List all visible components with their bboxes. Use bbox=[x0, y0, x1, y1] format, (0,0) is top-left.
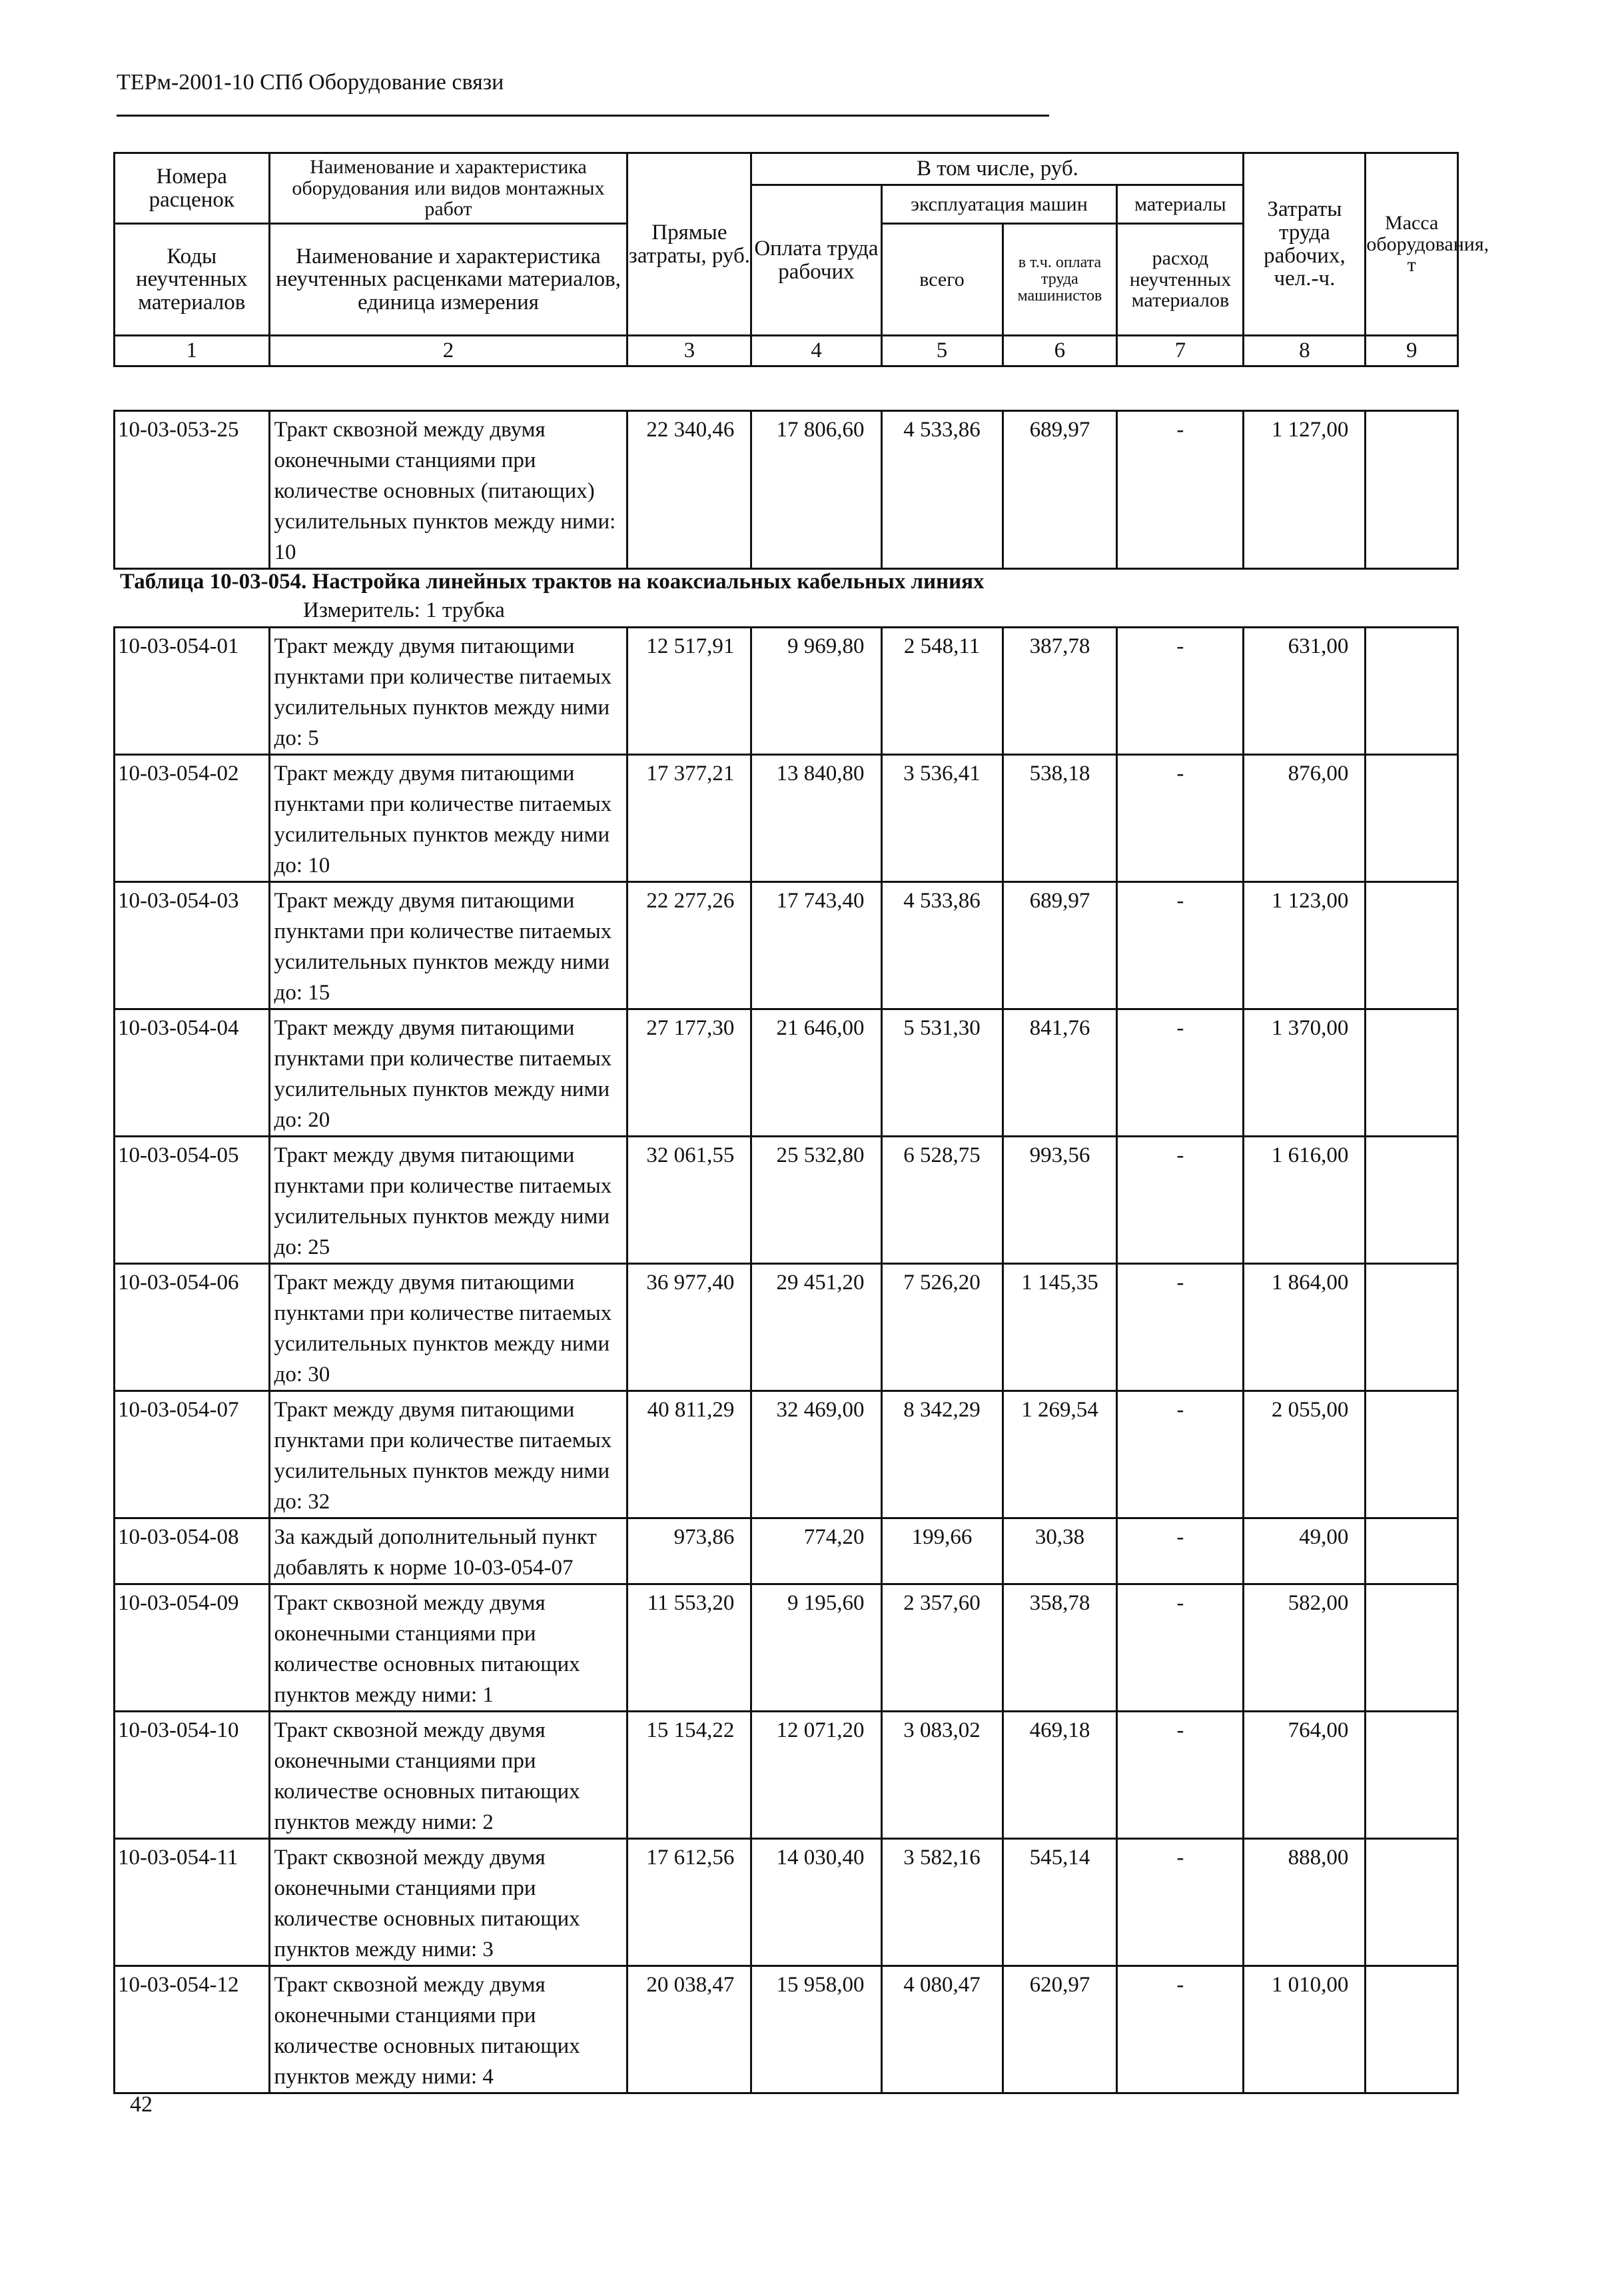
equipment-mass bbox=[1366, 411, 1458, 569]
materials-cost: - bbox=[1117, 1391, 1244, 1518]
direct-costs: 15 154,22 bbox=[627, 1712, 751, 1839]
machine-cost: 4 080,47 bbox=[881, 1966, 1003, 2093]
rate-description: Тракт сквозной между двумя оконечными станциями при количестве основных (питающих) усилительных пунктов между ними: 10 bbox=[269, 411, 627, 569]
table-row bbox=[115, 1712, 1458, 1839]
labor-hours: 1 123,00 bbox=[1244, 882, 1366, 1009]
labor-cost: 29 451,20 bbox=[751, 1264, 881, 1391]
operator-labor-cost: 1 269,54 bbox=[1003, 1391, 1117, 1518]
equipment-mass bbox=[1366, 1137, 1458, 1264]
operator-labor-cost: 993,56 bbox=[1003, 1137, 1117, 1264]
equipment-mass bbox=[1366, 1391, 1458, 1518]
direct-costs: 22 277,26 bbox=[627, 882, 751, 1009]
operator-labor-cost: 689,97 bbox=[1003, 411, 1117, 569]
labor-hours: 1 370,00 bbox=[1244, 1009, 1366, 1137]
column-number: 5 bbox=[881, 336, 1003, 366]
column-header-table bbox=[113, 152, 1489, 367]
table-row bbox=[115, 411, 1458, 569]
materials-cost: - bbox=[1117, 411, 1244, 569]
rate-code: 10-03-054-07 bbox=[115, 1391, 270, 1518]
direct-costs: 36 977,40 bbox=[627, 1264, 751, 1391]
table-row bbox=[115, 1584, 1458, 1712]
table-row bbox=[115, 882, 1458, 1009]
table-row bbox=[115, 755, 1458, 882]
rate-description: Тракт сквозной между двумя оконечными станциями при количестве основных питающих пунктов между ними: 4 bbox=[269, 1966, 627, 2093]
machine-cost: 3 083,02 bbox=[881, 1712, 1003, 1839]
rate-code: 10-03-054-11 bbox=[115, 1839, 270, 1966]
materials-cost: - bbox=[1117, 1518, 1244, 1584]
column-number: 2 bbox=[269, 336, 627, 366]
labor-hours: 1 010,00 bbox=[1244, 1966, 1366, 2093]
labor-hours: 49,00 bbox=[1244, 1518, 1366, 1584]
labor-cost: 14 030,40 bbox=[751, 1839, 881, 1966]
table-caption: Таблица 10-03-054. Настройка линейных трактов на коаксиальных кабельных линиях bbox=[120, 570, 985, 594]
rate-description: Тракт сквозной между двумя оконечными станциями при количестве основных питающих пунктов между ними: 3 bbox=[269, 1839, 627, 1966]
table-row bbox=[115, 1391, 1458, 1518]
measure-unit: Измеритель: 1 трубка bbox=[303, 598, 505, 622]
machine-cost: 5 531,30 bbox=[881, 1009, 1003, 1137]
table-053-body bbox=[115, 411, 1458, 569]
equipment-mass bbox=[1366, 628, 1458, 755]
machine-cost: 2 548,11 bbox=[881, 628, 1003, 755]
table-054-body bbox=[115, 628, 1458, 2093]
group-header: В том числе, руб. bbox=[751, 153, 1244, 185]
rate-code: 10-03-054-06 bbox=[115, 1264, 270, 1391]
column-number: 8 bbox=[1244, 336, 1366, 366]
direct-costs: 40 811,29 bbox=[627, 1391, 751, 1518]
col2-bottom-header: Наименование и характеристика неучтенных расценками материалов, единица измерения bbox=[269, 224, 627, 336]
direct-costs: 27 177,30 bbox=[627, 1009, 751, 1137]
rate-code: 10-03-054-01 bbox=[115, 628, 270, 755]
col9-header: Масса оборудования, т bbox=[1366, 153, 1458, 336]
machine-cost: 4 533,86 bbox=[881, 411, 1003, 569]
document-header: ТЕРм-2001-10 СПб Оборудование связи bbox=[117, 70, 504, 95]
rate-code: 10-03-054-04 bbox=[115, 1009, 270, 1137]
direct-costs: 22 340,46 bbox=[627, 411, 751, 569]
rate-code: 10-03-054-12 bbox=[115, 1966, 270, 2093]
materials-cost: - bbox=[1117, 1966, 1244, 2093]
materials-cost: - bbox=[1117, 755, 1244, 882]
col6-header: в т.ч. оплата труда машинистов bbox=[1003, 224, 1117, 336]
labor-hours: 1 127,00 bbox=[1244, 411, 1366, 569]
rate-description: Тракт сквозной между двумя оконечными станциями при количестве основных питающих пунктов между ними: 2 bbox=[269, 1712, 627, 1839]
direct-costs: 11 553,20 bbox=[627, 1584, 751, 1712]
equipment-mass bbox=[1366, 1518, 1458, 1584]
equipment-mass bbox=[1366, 1584, 1458, 1712]
direct-costs: 12 517,91 bbox=[627, 628, 751, 755]
materials-cost: - bbox=[1117, 1264, 1244, 1391]
col4-header: Оплата труда рабочих bbox=[751, 185, 881, 336]
rate-code: 10-03-053-25 bbox=[115, 411, 270, 569]
table-row bbox=[115, 1839, 1458, 1966]
direct-costs: 973,86 bbox=[627, 1518, 751, 1584]
operator-labor-cost: 469,18 bbox=[1003, 1712, 1117, 1839]
labor-cost: 15 958,00 bbox=[751, 1966, 881, 2093]
operator-labor-cost: 841,76 bbox=[1003, 1009, 1117, 1137]
rates-table-053 bbox=[113, 410, 1459, 570]
equipment-mass bbox=[1366, 755, 1458, 882]
rate-code: 10-03-054-10 bbox=[115, 1712, 270, 1839]
labor-hours: 2 055,00 bbox=[1244, 1391, 1366, 1518]
table-row bbox=[115, 1966, 1458, 2093]
labor-hours: 582,00 bbox=[1244, 1584, 1366, 1712]
page-number: 42 bbox=[130, 2092, 153, 2117]
equipment-mass bbox=[1366, 882, 1458, 1009]
labor-cost: 12 071,20 bbox=[751, 1712, 881, 1839]
machine-cost: 3 536,41 bbox=[881, 755, 1003, 882]
column-number: 3 bbox=[627, 336, 751, 366]
labor-cost: 774,20 bbox=[751, 1518, 881, 1584]
materials-cost: - bbox=[1117, 1137, 1244, 1264]
col1-bottom-header: Коды неучтенных материалов bbox=[115, 224, 270, 336]
rate-description: Тракт между двумя питающими пунктами при количестве питаемых усилительных пунктов между ними до: 25 bbox=[269, 1137, 627, 1264]
col1-top-header: Номера расценок bbox=[115, 153, 270, 224]
rate-code: 10-03-054-02 bbox=[115, 755, 270, 882]
labor-cost: 9 195,60 bbox=[751, 1584, 881, 1712]
labor-hours: 876,00 bbox=[1244, 755, 1366, 882]
operator-labor-cost: 545,14 bbox=[1003, 1839, 1117, 1966]
rate-code: 10-03-054-03 bbox=[115, 882, 270, 1009]
labor-cost: 9 969,80 bbox=[751, 628, 881, 755]
table-row bbox=[115, 1009, 1458, 1137]
header-rule bbox=[117, 115, 1049, 117]
operator-labor-cost: 689,97 bbox=[1003, 882, 1117, 1009]
direct-costs: 20 038,47 bbox=[627, 1966, 751, 2093]
labor-hours: 888,00 bbox=[1244, 1839, 1366, 1966]
labor-cost: 17 806,60 bbox=[751, 411, 881, 569]
labor-hours: 1 616,00 bbox=[1244, 1137, 1366, 1264]
rate-description: Тракт между двумя питающими пунктами при количестве питаемых усилительных пунктов между ними до: 10 bbox=[269, 755, 627, 882]
equipment-mass bbox=[1366, 1264, 1458, 1391]
direct-costs: 32 061,55 bbox=[627, 1137, 751, 1264]
rate-description: Тракт между двумя питающими пунктами при количестве питаемых усилительных пунктов между ними до: 32 bbox=[269, 1391, 627, 1518]
materials-cost: - bbox=[1117, 1009, 1244, 1137]
column-number: 9 bbox=[1366, 336, 1458, 366]
labor-cost: 21 646,00 bbox=[751, 1009, 881, 1137]
materials-cost: - bbox=[1117, 1839, 1244, 1966]
materials-cost: - bbox=[1117, 1584, 1244, 1712]
operator-labor-cost: 538,18 bbox=[1003, 755, 1117, 882]
equipment-mass bbox=[1366, 1009, 1458, 1137]
operator-labor-cost: 30,38 bbox=[1003, 1518, 1117, 1584]
col7-header: расход неучтенных материалов bbox=[1117, 224, 1244, 336]
materials-header: материалы bbox=[1117, 185, 1244, 224]
rate-description: Тракт между двумя питающими пунктами при количестве питаемых усилительных пунктов между ними до: 20 bbox=[269, 1009, 627, 1137]
labor-cost: 17 743,40 bbox=[751, 882, 881, 1009]
machine-cost: 199,66 bbox=[881, 1518, 1003, 1584]
equipment-mass bbox=[1366, 1839, 1458, 1966]
labor-cost: 32 469,00 bbox=[751, 1391, 881, 1518]
rates-table-054 bbox=[113, 626, 1459, 2094]
rate-description: За каждый дополнительный пункт добавлять к норме 10-03-054-07 bbox=[269, 1518, 627, 1584]
direct-costs: 17 612,56 bbox=[627, 1839, 751, 1966]
rate-description: Тракт сквозной между двумя оконечными станциями при количестве основных питающих пунктов между ними: 1 bbox=[269, 1584, 627, 1712]
labor-hours: 1 864,00 bbox=[1244, 1264, 1366, 1391]
labor-cost: 13 840,80 bbox=[751, 755, 881, 882]
column-number: 6 bbox=[1003, 336, 1117, 366]
col3-header: Прямые затраты, руб. bbox=[627, 153, 751, 336]
table-row bbox=[115, 1518, 1458, 1584]
table-row bbox=[115, 1264, 1458, 1391]
labor-hours: 631,00 bbox=[1244, 628, 1366, 755]
rate-code: 10-03-054-08 bbox=[115, 1518, 270, 1584]
equipment-mass bbox=[1366, 1712, 1458, 1839]
machine-cost: 6 528,75 bbox=[881, 1137, 1003, 1264]
machine-cost: 2 357,60 bbox=[881, 1584, 1003, 1712]
rate-code: 10-03-054-05 bbox=[115, 1137, 270, 1264]
machines-header: эксплуатация машин bbox=[881, 185, 1117, 224]
table-row bbox=[115, 628, 1458, 755]
labor-hours: 764,00 bbox=[1244, 1712, 1366, 1839]
materials-cost: - bbox=[1117, 1712, 1244, 1839]
col2-top-header: Наименование и характеристика оборудования или видов монтажных работ bbox=[269, 153, 627, 224]
labor-cost: 25 532,80 bbox=[751, 1137, 881, 1264]
machine-cost: 4 533,86 bbox=[881, 882, 1003, 1009]
col5-header: всего bbox=[881, 224, 1003, 336]
rate-description: Тракт между двумя питающими пунктами при количестве питаемых усилительных пунктов между ними до: 30 bbox=[269, 1264, 627, 1391]
machine-cost: 8 342,29 bbox=[881, 1391, 1003, 1518]
column-number: 7 bbox=[1117, 336, 1244, 366]
col8-header: Затраты труда рабочих, чел.-ч. bbox=[1244, 153, 1366, 336]
operator-labor-cost: 358,78 bbox=[1003, 1584, 1117, 1712]
operator-labor-cost: 1 145,35 bbox=[1003, 1264, 1117, 1391]
operator-labor-cost: 620,97 bbox=[1003, 1966, 1117, 2093]
operator-labor-cost: 387,78 bbox=[1003, 628, 1117, 755]
column-number: 1 bbox=[115, 336, 270, 366]
equipment-mass bbox=[1366, 1966, 1458, 2093]
rate-description: Тракт между двумя питающими пунктами при количестве питаемых усилительных пунктов между ними до: 5 bbox=[269, 628, 627, 755]
direct-costs: 17 377,21 bbox=[627, 755, 751, 882]
rate-description: Тракт между двумя питающими пунктами при количестве питаемых усилительных пунктов между ними до: 15 bbox=[269, 882, 627, 1009]
materials-cost: - bbox=[1117, 628, 1244, 755]
rate-code: 10-03-054-09 bbox=[115, 1584, 270, 1712]
machine-cost: 3 582,16 bbox=[881, 1839, 1003, 1966]
column-number: 4 bbox=[751, 336, 881, 366]
machine-cost: 7 526,20 bbox=[881, 1264, 1003, 1391]
table-row bbox=[115, 1137, 1458, 1264]
materials-cost: - bbox=[1117, 882, 1244, 1009]
